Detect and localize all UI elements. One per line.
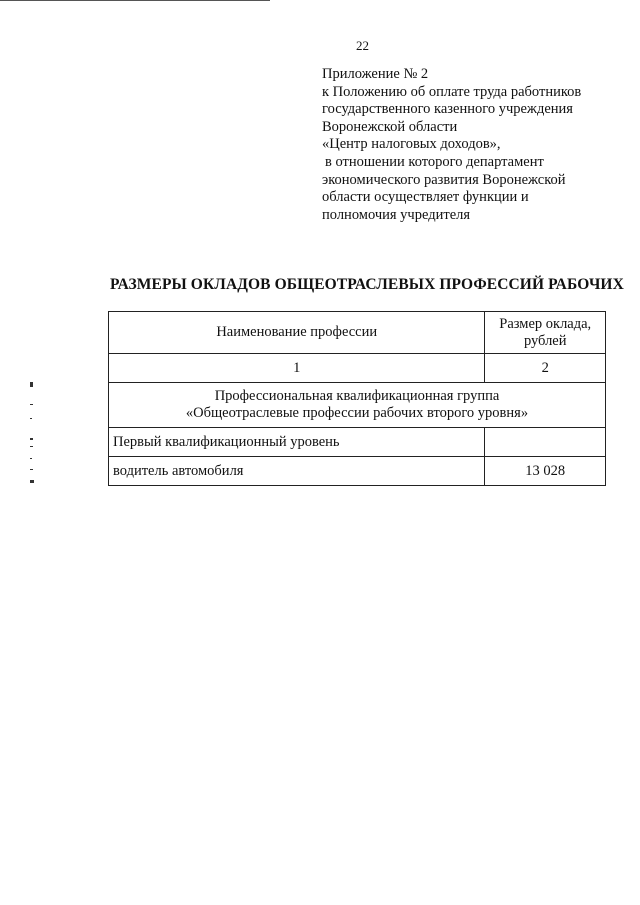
binding-mark: [30, 446, 33, 447]
group-line: Профессиональная квалификационная группа: [214, 388, 500, 404]
column-number-cell: 2: [485, 354, 606, 383]
qualification-level-row: [109, 428, 606, 457]
qualification-level-cell: Первый квалификационный уровень: [109, 428, 485, 457]
document-title: РАЗМЕРЫ ОКЛАДОВ ОБЩЕОТРАСЛЕВЫХ ПРОФЕССИЙ РАБОЧИХ: [110, 276, 624, 293]
appendix-note: [322, 66, 622, 224]
top-edge-rule: [0, 0, 270, 1]
binding-mark: [30, 469, 33, 470]
binding-mark: [30, 382, 33, 387]
appendix-line: к Положению об оплате труда работников: [322, 83, 582, 100]
binding-mark: [30, 438, 33, 440]
table-header-row: [109, 312, 606, 354]
table-row: [109, 457, 606, 486]
appendix-line: «Центр налоговых доходов»,: [322, 136, 501, 153]
header-salary-cell: [485, 312, 606, 354]
column-number-cell: 1: [109, 354, 485, 383]
group-cell: [109, 383, 606, 428]
appendix-line: экономического развития Воронежской: [322, 171, 566, 188]
appendix-line: полномочия учредителя: [322, 206, 471, 223]
header-profession-cell: Наименование профессии: [109, 312, 485, 354]
binding-marks: [30, 382, 38, 492]
binding-mark: [30, 458, 32, 459]
appendix-line: Воронежской области: [322, 118, 458, 135]
appendix-line: области осуществляет функции и: [322, 189, 529, 206]
profession-cell: водитель автомобиля: [109, 457, 485, 486]
header-salary-line: рублей: [523, 332, 567, 349]
empty-cell: [485, 428, 606, 457]
appendix-line: Приложение № 2: [322, 66, 429, 82]
group-row: [109, 383, 606, 428]
binding-mark: [30, 404, 33, 405]
group-line: «Общеотраслевые профессии рабочих второго уровня»: [185, 405, 529, 421]
appendix-line: в отношении которого департамент: [325, 153, 544, 170]
page-number: 22: [356, 38, 369, 53]
binding-mark: [30, 480, 34, 483]
salary-table: [108, 311, 606, 486]
binding-mark: [30, 418, 32, 419]
column-number-row: [109, 354, 606, 383]
appendix-line: государственного казенного учреждения: [322, 101, 573, 118]
salary-cell: 13 028: [485, 457, 606, 486]
header-salary-line: Размер оклада,: [499, 315, 592, 332]
